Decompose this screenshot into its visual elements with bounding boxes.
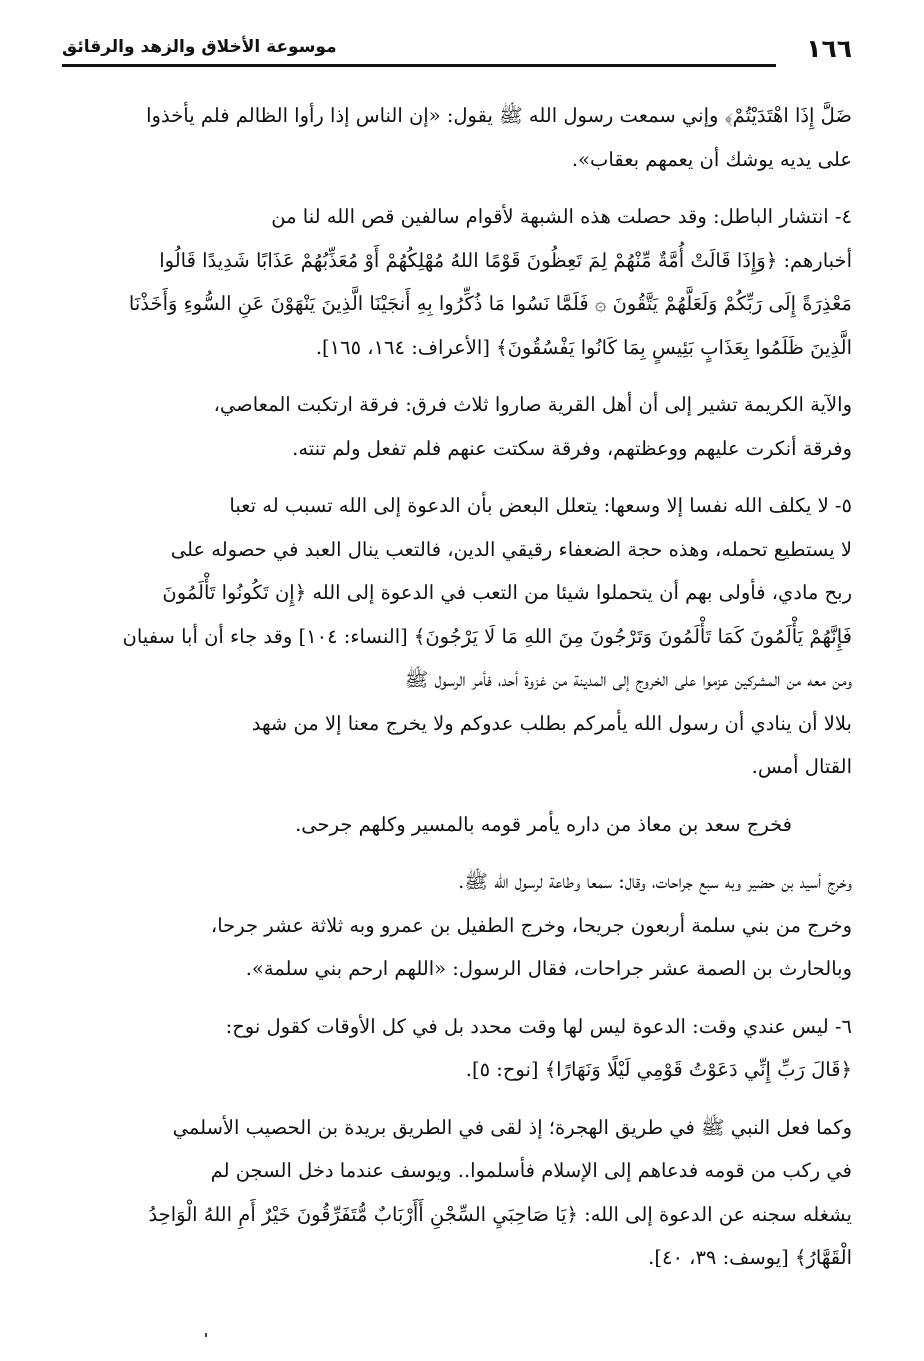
text-line: القتال أمس.	[751, 755, 852, 778]
text-line: فَإِنَّهُمْ يَأْلَمُونَ كَمَا تَأْلَمُونَ وَتَرْجُونَ مِنَ اللهِ مَا لَا يَرْجُونَ﴾ [النساء: ١٠٤] وقد جاء أن أبا سفيان	[122, 624, 852, 648]
paragraph	[78, 1106, 852, 1280]
text-line: بلالا أن ينادي أن رسول الله يأمركم بطلب عدوكم ولا يخرج معنا إلا من شهد	[251, 711, 852, 735]
text-line: ٦- ليس عندي وقت: الدعوة ليس لها وقت محدد بل في كل الأوقات كقول نوح:	[225, 1014, 852, 1038]
text-line: الَّذِينَ ظَلَمُوا بِعَذَابٍ بَئِيسٍ بِمَا كَانُوا يَفْسُقُونَ﴾ [الأعراف: ١٦٤، ١٦٥].	[315, 335, 852, 359]
text-line: وفرقة أنكرت عليهم ووعظتهم، وفرقة سكتت عنهم فلم تفعل ولم تنته.	[292, 436, 852, 460]
text-line: على يديه يوشك أن يعمهم بعقاب».	[571, 147, 852, 171]
text-line: فخرج سعد بن معاذ من داره يأمر قومه بالمسير وكلهم جرحى.	[295, 812, 792, 836]
text-line: والآية الكريمة تشير إلى أن أهل القرية صاروا ثلاث فرق: فرقة ارتكبت المعاصي،	[213, 393, 852, 416]
paragraph	[78, 484, 852, 789]
text-line: وكما فعل النبي ﷺ في طريق الهجرة؛ إذ لقى في الطريق بريدة بن الحصيب الأسلمي	[172, 1115, 852, 1139]
paragraph	[78, 195, 852, 369]
print-speck	[205, 1333, 207, 1337]
paragraph	[78, 803, 852, 847]
book-title: موسوعة الأخلاق والزهد والرقائق	[62, 34, 347, 60]
text-line: وخرج أسيد بن حضير وبه سبع جراحات، وقال: سمعا وطاعة لرسول الله ﷺ.	[458, 870, 852, 893]
text-line: وخرج من بني سلمة أربعون جريحا، وخرج الطفيل بن عمرو وبه ثلاثة عشر جرحا،	[210, 913, 852, 937]
text-line: ضَلَّ إِذَا اهْتَدَيْتُمْ﴾ وإني سمعت رسول الله ﷺ يقول: «إن الناس إذا رأوا الظالم فلم يأخذوا	[146, 104, 852, 127]
paragraph	[78, 860, 852, 991]
paragraph	[78, 1005, 852, 1092]
text-line: يشغله سجنه عن الدعوة إلى الله: ﴿يَا صَاحِبَيِ السِّجْنِ أَأَرْبَابٌ مُّتَفَرِّقُونَ خَيْرٌ أَمِ اللهُ الْوَاحِدُ	[148, 1202, 852, 1226]
text-line: ربح مادي، فأولى بهم أن يتحملوا شيئا من التعب في الدعوة إلى الله ﴿إِن تَكُونُوا تَأْلَمُونَ	[162, 581, 852, 604]
text-line: مَعْذِرَةً إِلَى رَبِّكُمْ وَلَعَلَّهُمْ يَتَّقُونَ ۞ فَلَمَّا نَسُوا مَا ذُكِّرُوا بِهِ أَنجَيْنَا الَّذِينَ يَنْهَوْنَ عَنِ السُّوءِ وَأَخَذْنَا	[128, 292, 852, 315]
page-body	[78, 94, 852, 1294]
paragraph	[78, 383, 852, 470]
text-line: وبالحارث بن الصمة عشر جراحات، فقال الرسول: «اللهم ارحم بني سلمة».	[245, 957, 852, 980]
text-line: ومن معه من المشركين عزموا على الخروج إلى المدينة من غزوة أحد، فأمر الرسول ﷺ	[404, 668, 852, 691]
page-header	[62, 30, 852, 74]
text-line: ٤- انتشار الباطل: وقد حصلت هذه الشبهة لأقوام سالفين قص الله لنا من	[271, 205, 852, 228]
text-line: ﴿قَالَ رَبِّ إِنِّي دَعَوْتُ قَوْمِي لَيْلًا وَنَهَارًا﴾ [نوح: ٥].	[465, 1058, 852, 1081]
header-rule	[62, 64, 776, 67]
text-line: الْقَهَّارُ﴾ [يوسف: ٣٩، ٤٠].	[648, 1246, 852, 1269]
text-line: ٥- لا يكلف الله نفسا إلا وسعها: يتعلل البعض بأن الدعوة إلى الله تسبب له تعبا	[229, 494, 852, 517]
paragraph	[78, 94, 852, 181]
text-line: في ركب من قومه فدعاهم إلى الإسلام فأسلموا.. ويوسف عندما دخل السجن لم	[210, 1159, 852, 1182]
text-line: لا يستطيع تحمله، وهذه حجة الضعفاء رقيقي الدين، فالتعب ينال العبد في حصوله على	[170, 537, 852, 561]
text-line: أخبارهم: ﴿وَإِذَا قَالَتْ أُمَّةٌ مِّنْهُمْ لِمَ تَعِظُونَ قَوْمًا اللهُ مُهْلِكُهُمْ أَوْ مُعَذِّبُهُمْ عَذَابًا شَدِيدًا قَالُوا	[159, 248, 852, 272]
page-number: ١٦٦	[806, 34, 852, 63]
